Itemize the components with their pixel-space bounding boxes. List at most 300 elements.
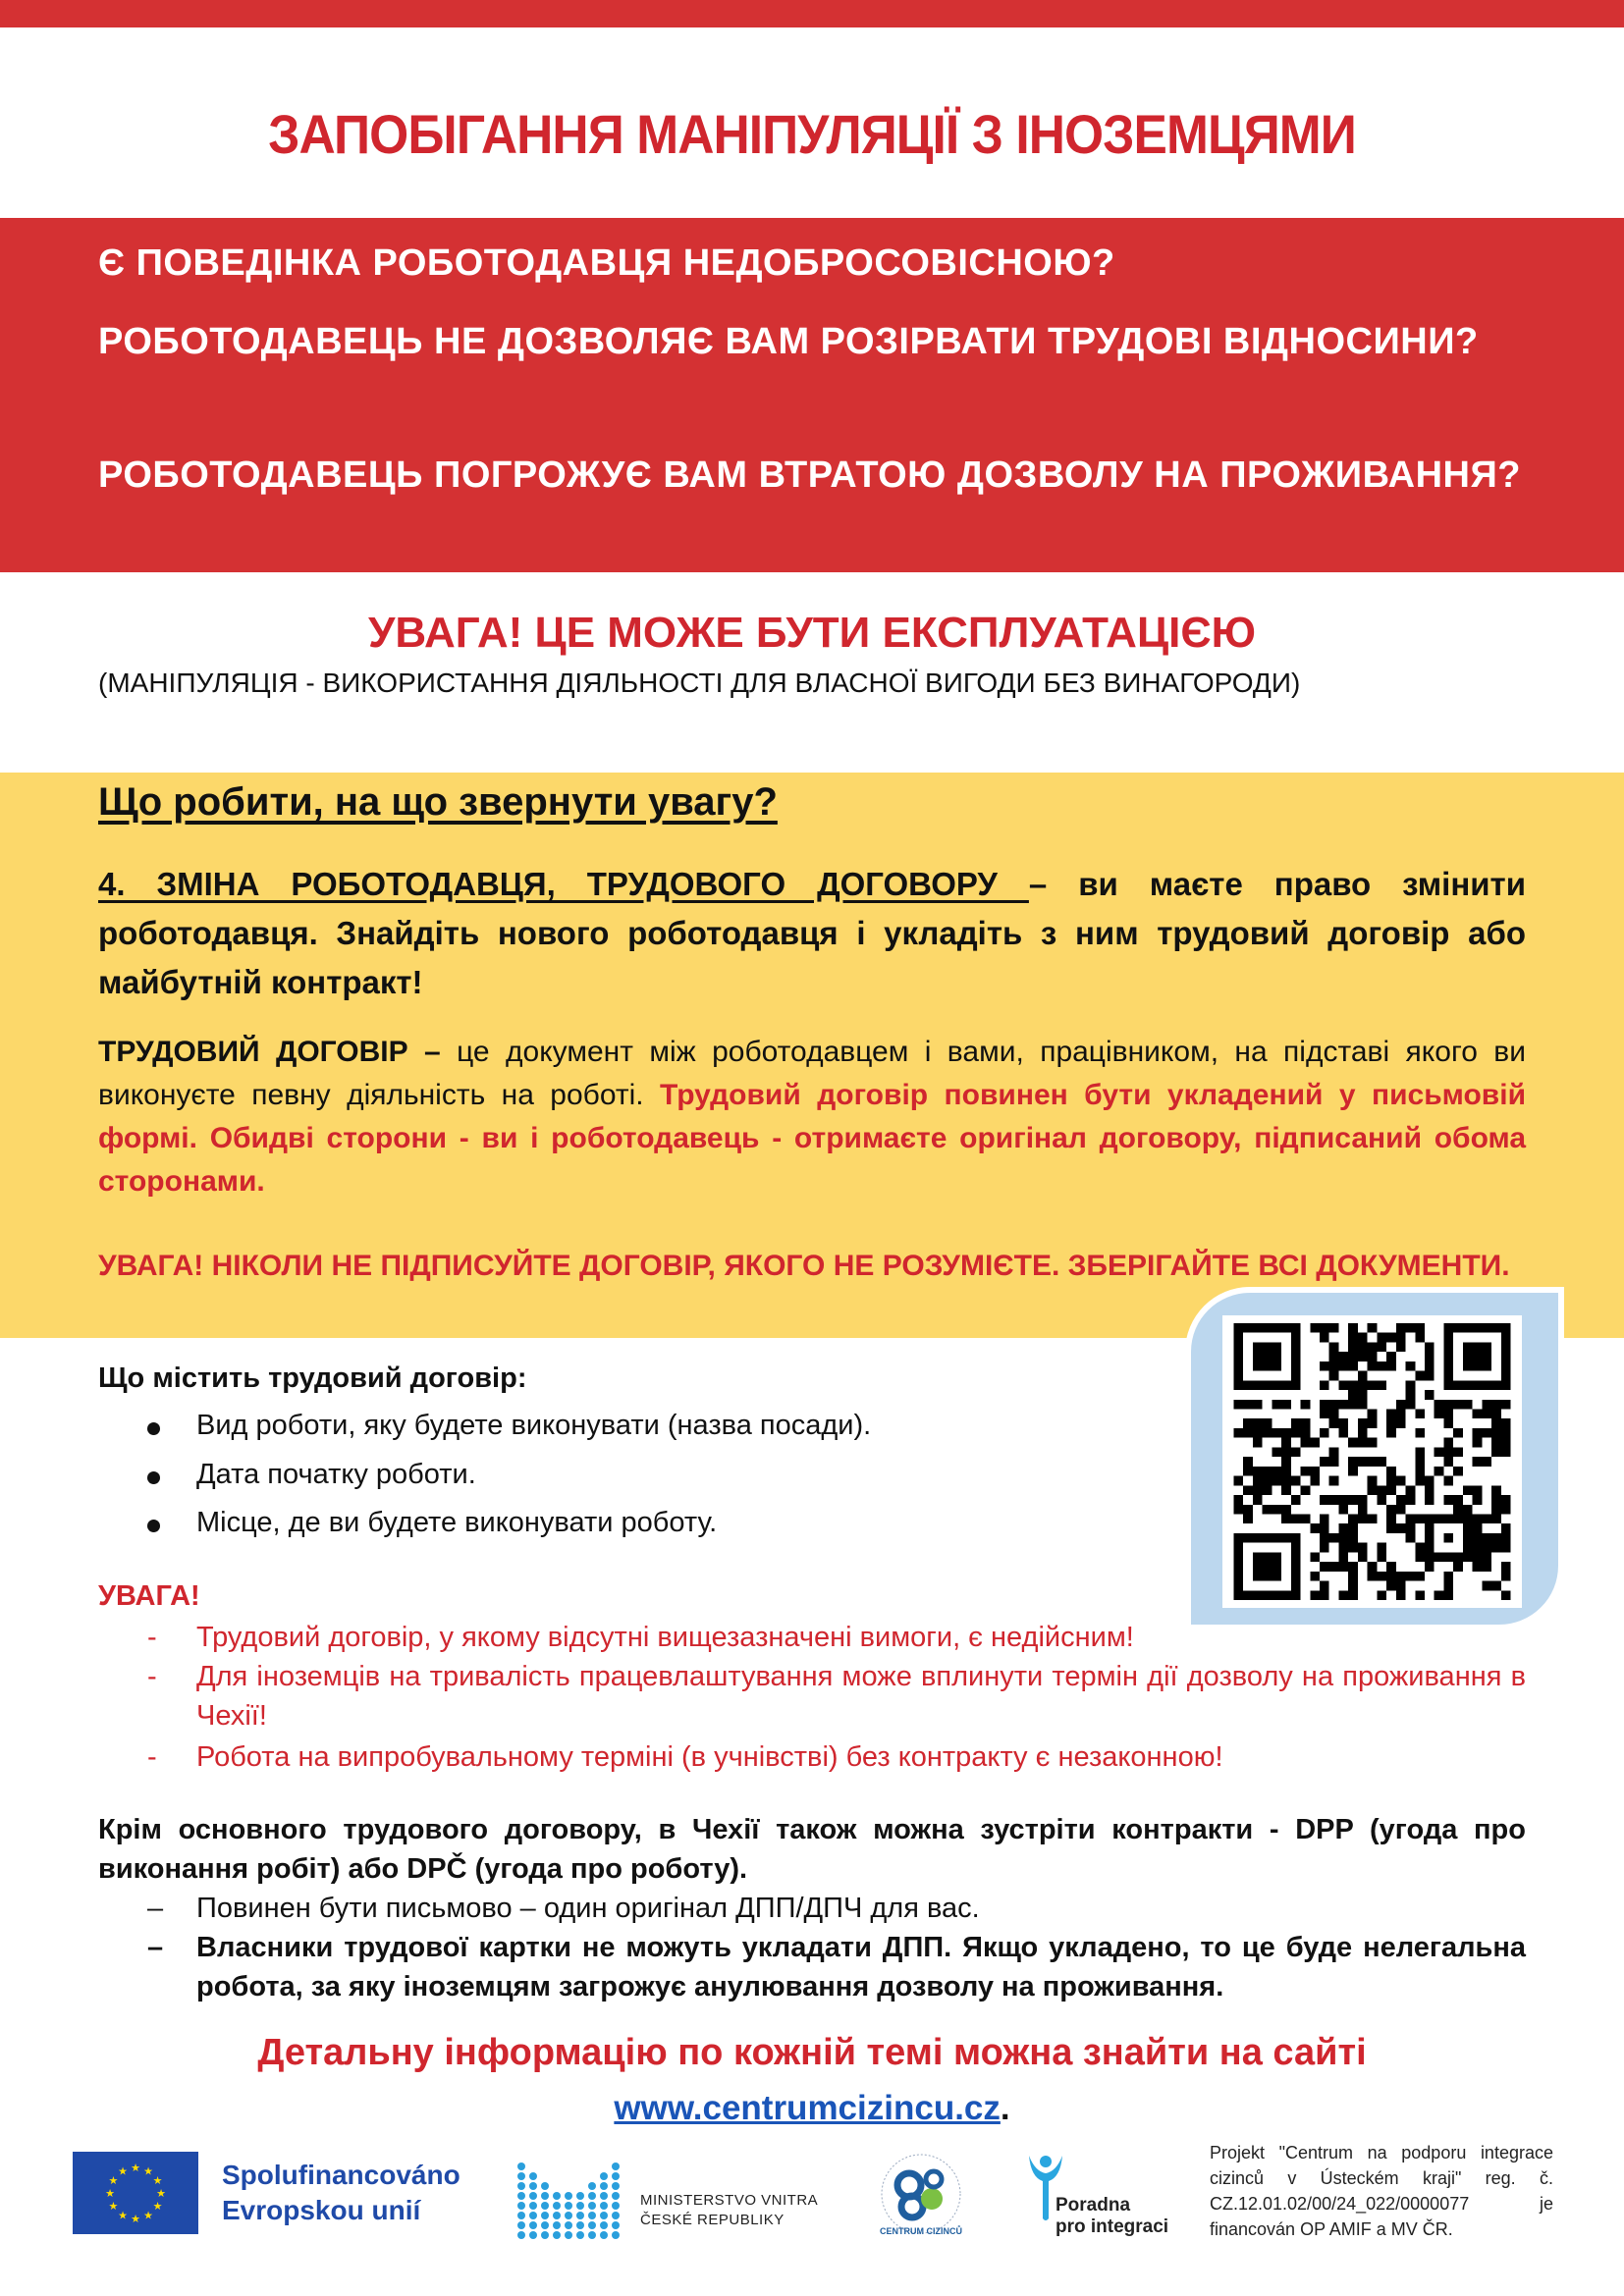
qr-module [1234,1572,1244,1581]
qr-module [1443,1352,1453,1362]
qr-module [1453,1447,1463,1457]
qr-module [1368,1476,1378,1486]
qr-module [1425,1562,1435,1572]
qr-module [1338,1380,1348,1390]
qr-module [1358,1552,1368,1562]
qr-module [1253,1590,1263,1600]
qr-module [1263,1552,1272,1562]
qr-module [1348,1457,1358,1467]
qr-module [1453,1562,1463,1572]
qr-module [1406,1380,1416,1390]
qr-module [1253,1418,1263,1428]
ministry-dot [529,2172,537,2180]
qr-module [1415,1447,1425,1457]
qr-module [1348,1523,1358,1533]
ministry-dot [541,2182,549,2190]
qr-module [1301,1467,1311,1476]
qr-module [1435,1514,1444,1523]
qr-module [1253,1533,1263,1543]
qr-module [1443,1342,1453,1352]
qr-module [1234,1333,1244,1343]
qr-module [1473,1323,1483,1333]
qr-module [1338,1505,1348,1515]
qr-module [1368,1352,1378,1362]
qr-module [1329,1352,1339,1362]
qr-module [1358,1390,1368,1400]
eu-stars-icon [73,2152,198,2234]
qr-module [1396,1523,1406,1533]
qr-module [1501,1371,1511,1381]
qr-module [1348,1362,1358,1371]
qr-module [1358,1352,1368,1362]
qr-module [1338,1352,1348,1362]
qr-module [1386,1572,1396,1581]
qr-module [1272,1562,1281,1572]
ministry-dot [576,2212,584,2219]
qr-module [1320,1543,1329,1553]
ministry-dot [565,2202,572,2210]
qr-module [1435,1410,1444,1419]
qr-module [1482,1400,1491,1410]
other-contracts-intro: Крім основного трудового договору, в Чехії також можна зустріти контракти - DPP (угода про виконання робіт) або DPČ (угода про роботу). [98,1814,1526,1885]
qr-module [1320,1333,1329,1343]
qr-module [1453,1380,1463,1390]
qr-module [1396,1581,1406,1591]
qr-module [1415,1476,1425,1486]
qr-module [1291,1572,1301,1581]
qr-module [1386,1467,1396,1476]
qr-module [1473,1543,1483,1553]
qr-module [1338,1533,1348,1543]
qr-module [1501,1362,1511,1371]
qr-module [1443,1495,1453,1505]
qr-module [1482,1552,1491,1562]
qr-module [1396,1410,1406,1419]
qr-module [1425,1371,1435,1381]
ministry-dot [600,2231,608,2239]
ministry-dot [529,2221,537,2229]
qr-module [1338,1562,1348,1572]
qr-module [1272,1590,1281,1600]
qr-module [1253,1552,1263,1562]
qr-module [1234,1352,1244,1362]
qr-module [1386,1352,1396,1362]
qr-module [1377,1572,1386,1581]
qr-module [1435,1590,1444,1600]
qr-module [1415,1371,1425,1381]
ministry-dot [517,2202,525,2210]
qr-module [1425,1342,1435,1352]
ministry-dot [588,2212,596,2219]
ministry-dot [612,2163,620,2170]
ministry-dot [588,2182,596,2190]
qr-module [1281,1428,1291,1438]
dash-icon: - [147,1622,157,1653]
qr-module [1310,1323,1320,1333]
qr-module [1443,1371,1453,1381]
qr-module [1243,1380,1253,1390]
qr-module [1396,1342,1406,1352]
qr-module [1253,1342,1263,1352]
more-info-text: Детальну інформацію по кожній темі можна знайти на сайті [257,2032,1367,2073]
qr-module [1482,1428,1491,1438]
qr-module [1443,1476,1453,1486]
eu-star-icon: ★ [105,2188,115,2200]
qr-module [1272,1362,1281,1371]
qr-module [1386,1581,1396,1591]
qr-module [1406,1362,1416,1371]
qr-module [1329,1371,1339,1381]
qr-module [1348,1333,1358,1343]
qr-module [1263,1562,1272,1572]
qr-module [1386,1410,1396,1419]
qr-module [1406,1400,1416,1410]
qr-module [1329,1533,1339,1543]
qr-module [1415,1590,1425,1600]
qr-module [1253,1485,1263,1495]
qr-module [1443,1438,1453,1448]
qr-module [1463,1533,1473,1543]
qr-module [1263,1342,1272,1352]
qr-module [1425,1523,1435,1533]
qr-module [1243,1418,1253,1428]
qr-module [1463,1552,1473,1562]
qr-module [1491,1428,1501,1438]
qr-module [1425,1495,1435,1505]
qr-module [1443,1533,1453,1543]
qr-module [1320,1428,1329,1438]
qr-module [1473,1428,1483,1438]
qr-module [1234,1380,1244,1390]
qr-module [1501,1438,1511,1448]
qr-module [1501,1523,1511,1533]
qr-module [1482,1380,1491,1390]
qr-module [1338,1418,1348,1428]
bullet-icon [147,1471,160,1484]
qr-module [1453,1514,1463,1523]
questions-banner [0,218,1624,572]
website-link[interactable]: www.centrumcizincu.cz [614,2089,1001,2127]
qr-module [1396,1323,1406,1333]
qr-module [1482,1581,1491,1591]
ministry-dot [553,2221,561,2229]
qr-module [1301,1485,1311,1495]
qr-module [1291,1428,1301,1438]
qr-module [1491,1447,1501,1457]
qr-module [1443,1572,1453,1581]
qr-module [1291,1562,1301,1572]
qr-module [1368,1342,1378,1352]
qr-module [1348,1390,1358,1400]
ministry-dot [529,2212,537,2219]
qr-module [1234,1371,1244,1381]
qr-module [1329,1476,1339,1486]
qr-module [1368,1562,1378,1572]
ministry-dot [612,2182,620,2190]
qr-module [1253,1438,1263,1448]
qr-module [1358,1543,1368,1553]
qr-module [1491,1505,1501,1515]
qr-module [1415,1572,1425,1581]
qr-module [1234,1533,1244,1543]
qr-module [1425,1485,1435,1495]
qr-module [1320,1581,1329,1591]
qr-module [1377,1485,1386,1495]
centrum-cizincu-logo [877,2150,965,2238]
ministry-dot [612,2212,620,2219]
qr-module [1272,1400,1281,1410]
ministry-dot [553,2192,561,2200]
qr-module [1263,1485,1272,1495]
qr-module [1253,1380,1263,1390]
qr-module [1243,1457,1253,1467]
qr-module [1491,1400,1501,1410]
eu-star-icon: ★ [118,2165,128,2178]
qr-module [1243,1323,1253,1333]
ministry-dot [612,2192,620,2200]
qr-module [1348,1533,1358,1543]
qr-module [1291,1543,1301,1553]
qr-module [1263,1418,1272,1428]
qr-module [1348,1590,1358,1600]
qr-module [1491,1380,1501,1390]
qr-code-frame [1191,1293,1558,1625]
qr-module [1501,1562,1511,1572]
qr-module [1243,1485,1253,1495]
qr-module [1501,1400,1511,1410]
qr-module [1348,1467,1358,1476]
qr-module [1501,1380,1511,1390]
qr-module [1368,1323,1378,1333]
qr-module [1501,1572,1511,1581]
qr-module [1415,1467,1425,1476]
qr-module [1396,1418,1406,1428]
ministry-dot [517,2231,525,2239]
qr-module [1234,1590,1244,1600]
qr-module [1329,1418,1339,1428]
qr-module [1491,1533,1501,1543]
qr-module [1272,1447,1281,1457]
qr-module [1320,1562,1329,1572]
qr-module [1453,1428,1463,1438]
eu-star-icon: ★ [131,2163,140,2174]
qr-module [1491,1514,1501,1523]
qr-module [1253,1323,1263,1333]
qr-module [1425,1362,1435,1371]
question-2: РОБОТОДАВЕЦЬ НЕ ДОЗВОЛЯЄ ВАМ РОЗІРВАТИ ТРУДОВІ ВІДНОСИНИ? [98,321,1479,362]
ministry-dot [565,2221,572,2229]
point-4-text: – ви маєте право змінити роботодавця. Знайдіть нового роботодавця і укладіть з ним трудовий договір або майбутній контракт! [98,866,1526,1000]
qr-module [1406,1533,1416,1543]
exploitation-warning-title: УВАГА! ЦЕ МОЖЕ БУТИ ЕКСПЛУАТАЦІЄЮ [368,609,1256,657]
ministry-dot [553,2212,561,2219]
qr-module [1291,1533,1301,1543]
qr-module [1310,1590,1320,1600]
ministry-dot [565,2231,572,2239]
qr-module [1301,1400,1311,1410]
qr-module [1435,1447,1444,1457]
qr-module [1415,1333,1425,1343]
qr-module [1491,1438,1501,1448]
ministry-dot [517,2221,525,2229]
qr-module [1386,1485,1396,1495]
dash-icon: – [147,1893,164,1924]
ministry-dot [612,2202,620,2210]
ministry-dot [600,2221,608,2229]
qr-module [1291,1352,1301,1362]
section-heading: Що робити, на що звернути увагу? [98,780,778,824]
qr-code-image [1232,1323,1512,1600]
qr-module [1263,1505,1272,1515]
exploitation-warning-subtitle: (МАНІПУЛЯЦІЯ - ВИКОРИСТАННЯ ДІЯЛЬНОСТІ ДЛЯ ВЛАСНОЇ ВИГОДИ БЕЗ ВИНАГОРОДИ) [98,667,1301,698]
ministry-dot [553,2231,561,2239]
qr-module [1291,1323,1301,1333]
ministry-dot [529,2231,537,2239]
qr-module [1272,1476,1281,1486]
qr-module [1263,1590,1272,1600]
qr-module [1386,1523,1396,1533]
qr-module [1425,1476,1435,1486]
qr-module [1443,1418,1453,1428]
qr-module [1415,1457,1425,1467]
ministry-dot [600,2202,608,2210]
ministry-dot [576,2231,584,2239]
dash-icon: - [147,1661,157,1692]
bullet-icon [147,1422,160,1435]
qr-code[interactable] [1222,1315,1522,1608]
qr-module [1501,1342,1511,1352]
qr-module [1301,1438,1311,1448]
qr-module [1415,1323,1425,1333]
qr-module [1301,1428,1311,1438]
qr-module [1358,1418,1368,1428]
ministry-dot [600,2192,608,2200]
question-3: РОБОТОДАВЕЦЬ ПОГРОЖУЄ ВАМ ВТРАТОЮ ДОЗВОЛУ НА ПРОЖИВАННЯ? [98,454,1522,496]
qr-module [1415,1410,1425,1419]
qr-module [1386,1428,1396,1438]
qr-module [1482,1543,1491,1553]
qr-module [1348,1323,1358,1333]
ministry-interior-text: MINISTERSTVO VNITRA ČESKÉ REPUBLIKY [640,2192,819,2228]
qr-module [1243,1514,1253,1523]
qr-module [1386,1476,1396,1486]
ministry-dot [517,2212,525,2219]
qr-module [1338,1428,1348,1438]
qr-module [1473,1533,1483,1543]
qr-module [1482,1514,1491,1523]
qr-module [1348,1514,1358,1523]
qr-module [1482,1562,1491,1572]
qr-module [1501,1333,1511,1343]
qr-module [1443,1581,1453,1591]
qr-module [1443,1333,1453,1343]
qr-module [1329,1495,1339,1505]
qr-module [1443,1447,1453,1457]
qr-module [1291,1342,1301,1352]
qr-module [1425,1514,1435,1523]
qr-module [1358,1428,1368,1438]
qr-module [1272,1352,1281,1362]
qr-module [1348,1581,1358,1591]
qr-module [1291,1380,1301,1390]
qr-module [1406,1572,1416,1581]
qr-module [1234,1476,1244,1486]
qr-module [1281,1505,1291,1515]
qr-module [1415,1543,1425,1553]
qr-module [1358,1400,1368,1410]
never-sign-warning: УВАГА! НІКОЛИ НЕ ПІДПИСУЙТЕ ДОГОВІР, ЯКОГО НЕ РОЗУМІЄТЕ. ЗБЕРІГАЙТЕ ВСІ ДОКУМЕНТИ. [98,1250,1510,1282]
contract-definition [98,1031,1526,1203]
qr-module [1348,1380,1358,1390]
ministry-dot [576,2202,584,2210]
qr-module [1272,1323,1281,1333]
bullet-icon [147,1520,160,1532]
qr-module [1281,1457,1291,1467]
eu-cofinanced-text: Spolufinancováno Evropskou unií [222,2160,460,2225]
ministry-dot [541,2192,549,2200]
qr-module [1291,1590,1301,1600]
qr-module [1482,1342,1491,1352]
qr-module [1368,1514,1378,1523]
qr-module [1491,1418,1501,1428]
qr-module [1281,1476,1291,1486]
ministry-dot [541,2231,549,2239]
qr-module [1272,1505,1281,1515]
qr-module [1291,1581,1301,1591]
eu-flag-logo [73,2152,198,2234]
question-1: Є ПОВЕДІНКА РОБОТОДАВЦЯ НЕДОБРОСОВІСНОЮ? [98,242,1115,284]
qr-module [1234,1581,1244,1591]
qr-module [1358,1514,1368,1523]
ministry-dot [588,2221,596,2229]
qr-module [1310,1438,1320,1448]
qr-module [1234,1362,1244,1371]
qr-module [1281,1485,1291,1495]
ministry-dot [553,2202,561,2210]
qr-module [1243,1467,1253,1476]
project-funding-note: Projekt "Centrum na podporu integrace cizinců v Ústeckém kraji" reg. č. CZ.12.01.02/00/24_022/0000077 je financován OP AMIF a MV ČR. [1210,2143,1553,2239]
qr-module [1501,1543,1511,1553]
qr-module [1386,1333,1396,1343]
qr-module [1253,1362,1263,1371]
ministry-dot [529,2182,537,2190]
qr-module [1482,1362,1491,1371]
qr-module [1377,1362,1386,1371]
qr-module [1358,1505,1368,1515]
qr-module [1338,1495,1348,1505]
qr-module [1368,1380,1378,1390]
ministry-interior-logo [515,2153,622,2239]
qr-module [1443,1362,1453,1371]
qr-module [1368,1438,1378,1448]
qr-module [1281,1467,1291,1476]
qr-module [1463,1380,1473,1390]
qr-module [1377,1552,1386,1562]
qr-module [1435,1552,1444,1562]
qr-module [1491,1495,1501,1505]
qr-module [1386,1362,1396,1371]
qr-module [1463,1323,1473,1333]
qr-module [1406,1523,1416,1533]
qr-module [1234,1323,1244,1333]
qr-module [1310,1467,1320,1476]
qr-module [1291,1371,1301,1381]
qr-module [1348,1543,1358,1553]
qr-module [1272,1572,1281,1581]
qr-module [1358,1380,1368,1390]
qr-module [1473,1362,1483,1371]
qr-module [1281,1323,1291,1333]
